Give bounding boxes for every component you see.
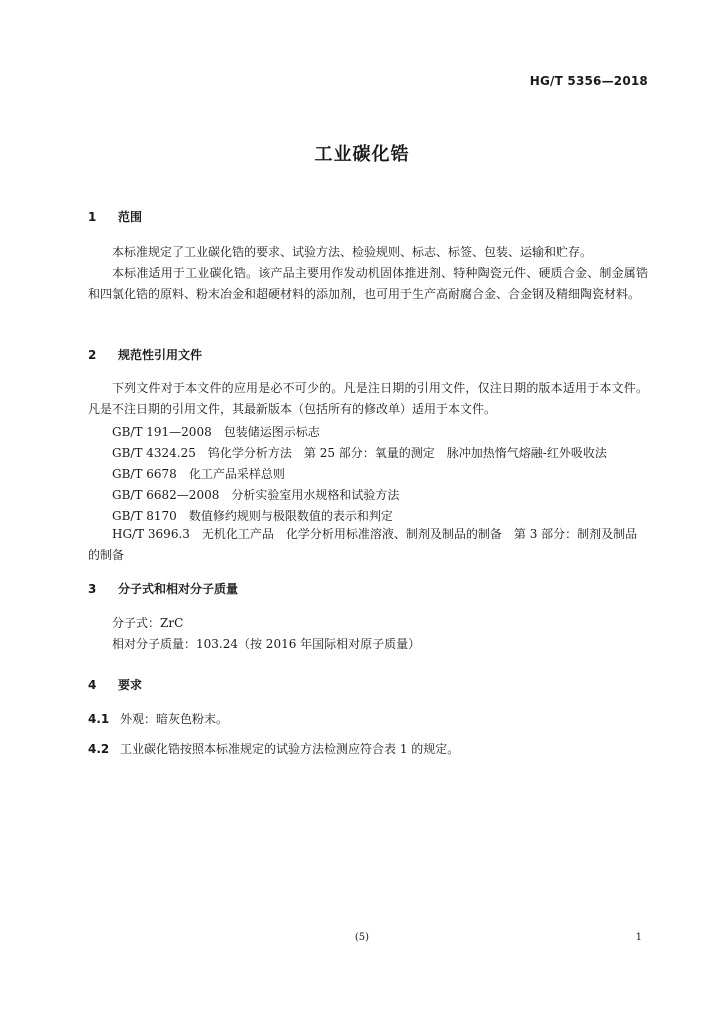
reference-title: 化工产品采样总则 bbox=[188, 467, 285, 481]
clause-text: 工业碳化锆按照本标准规定的试验方法检测应符合表 1 的规定。 bbox=[120, 742, 460, 756]
reference-title: 包装储运图示标志 bbox=[223, 425, 320, 439]
clause-4-2 bbox=[88, 740, 459, 757]
document-code: HG/T 5356—2018 bbox=[529, 74, 648, 88]
footer-sequence: (5) bbox=[354, 932, 370, 943]
reference-title: 数值修约规则与极限数值的表示和判定 bbox=[188, 509, 393, 523]
section-3-heading bbox=[88, 580, 238, 597]
reference-item bbox=[112, 465, 285, 482]
section-1-paragraph: 本标准适用于工业碳化锆。该产品主要用作发动机固体推进剂、特种陶瓷元件、硬质合金、制金属锆和四氯化锆的原料、粉末冶金和超硬材料的添加剂，也可用于生产高耐腐合金、合金钢及精细陶瓷材料。 bbox=[88, 266, 648, 301]
section-1-number: 1 bbox=[88, 210, 97, 224]
page-number: 1 bbox=[635, 932, 642, 943]
reference-code: GB/T 8170 bbox=[112, 509, 177, 523]
reference-title: 无机化工产品 化学分析用标准溶液、制剂及制品的制备 第 3 部分：制剂及制品的制备 bbox=[88, 527, 638, 562]
reference-code: GB/T 6678 bbox=[112, 467, 177, 481]
reference-item bbox=[112, 486, 399, 503]
reference-code: GB/T 6682—2008 bbox=[112, 488, 220, 502]
reference-code: HG/T 3696.3 bbox=[112, 527, 190, 541]
clause-number: 4.1 bbox=[88, 712, 110, 726]
section-1-heading bbox=[88, 208, 142, 225]
clause-number: 4.2 bbox=[88, 742, 110, 756]
section-1-title: 范围 bbox=[118, 210, 143, 224]
section-4-heading bbox=[88, 676, 142, 693]
reference-item bbox=[112, 423, 320, 440]
section-3-number: 3 bbox=[88, 582, 97, 596]
reference-code: GB/T 4324.25 bbox=[112, 446, 196, 460]
reference-title: 钨化学分析方法 第 25 部分：氧量的测定 脉冲加热惰气熔融-红外吸收法 bbox=[207, 446, 607, 460]
section-2-title: 规范性引用文件 bbox=[118, 348, 203, 362]
reference-item bbox=[88, 524, 648, 566]
section-2-intro: 下列文件对于本文件的应用是必不可少的。凡是注日期的引用文件，仅注日期的版本适用于本文件。凡是不注日期的引用文件，其最新版本（包括所有的修改单）适用于本文件。 bbox=[88, 381, 648, 416]
document-title: 工业碳化锆 bbox=[314, 144, 410, 165]
section-2-number: 2 bbox=[88, 348, 97, 362]
molecular-formula: 分子式：ZrC bbox=[112, 616, 184, 630]
reference-title: 分析实验室用水规格和试验方法 bbox=[231, 488, 400, 502]
section-1-paragraph: 本标准规定了工业碳化锆的要求、试验方法、检验规则、标志、标签、包装、运输和贮存。 bbox=[112, 245, 593, 259]
clause-4-1 bbox=[88, 710, 228, 727]
section-4-title: 要求 bbox=[118, 678, 143, 692]
clause-text: 外观：暗灰色粉末。 bbox=[120, 712, 229, 726]
reference-item bbox=[112, 444, 607, 461]
section-3-title: 分子式和相对分子质量 bbox=[118, 582, 239, 596]
molecular-mass: 相对分子质量：103.24（按 2016 年国际相对原子质量） bbox=[112, 637, 421, 651]
section-4-number: 4 bbox=[88, 678, 97, 692]
section-2-heading bbox=[88, 346, 202, 363]
reference-item bbox=[112, 507, 393, 524]
reference-code: GB/T 191—2008 bbox=[112, 425, 212, 439]
